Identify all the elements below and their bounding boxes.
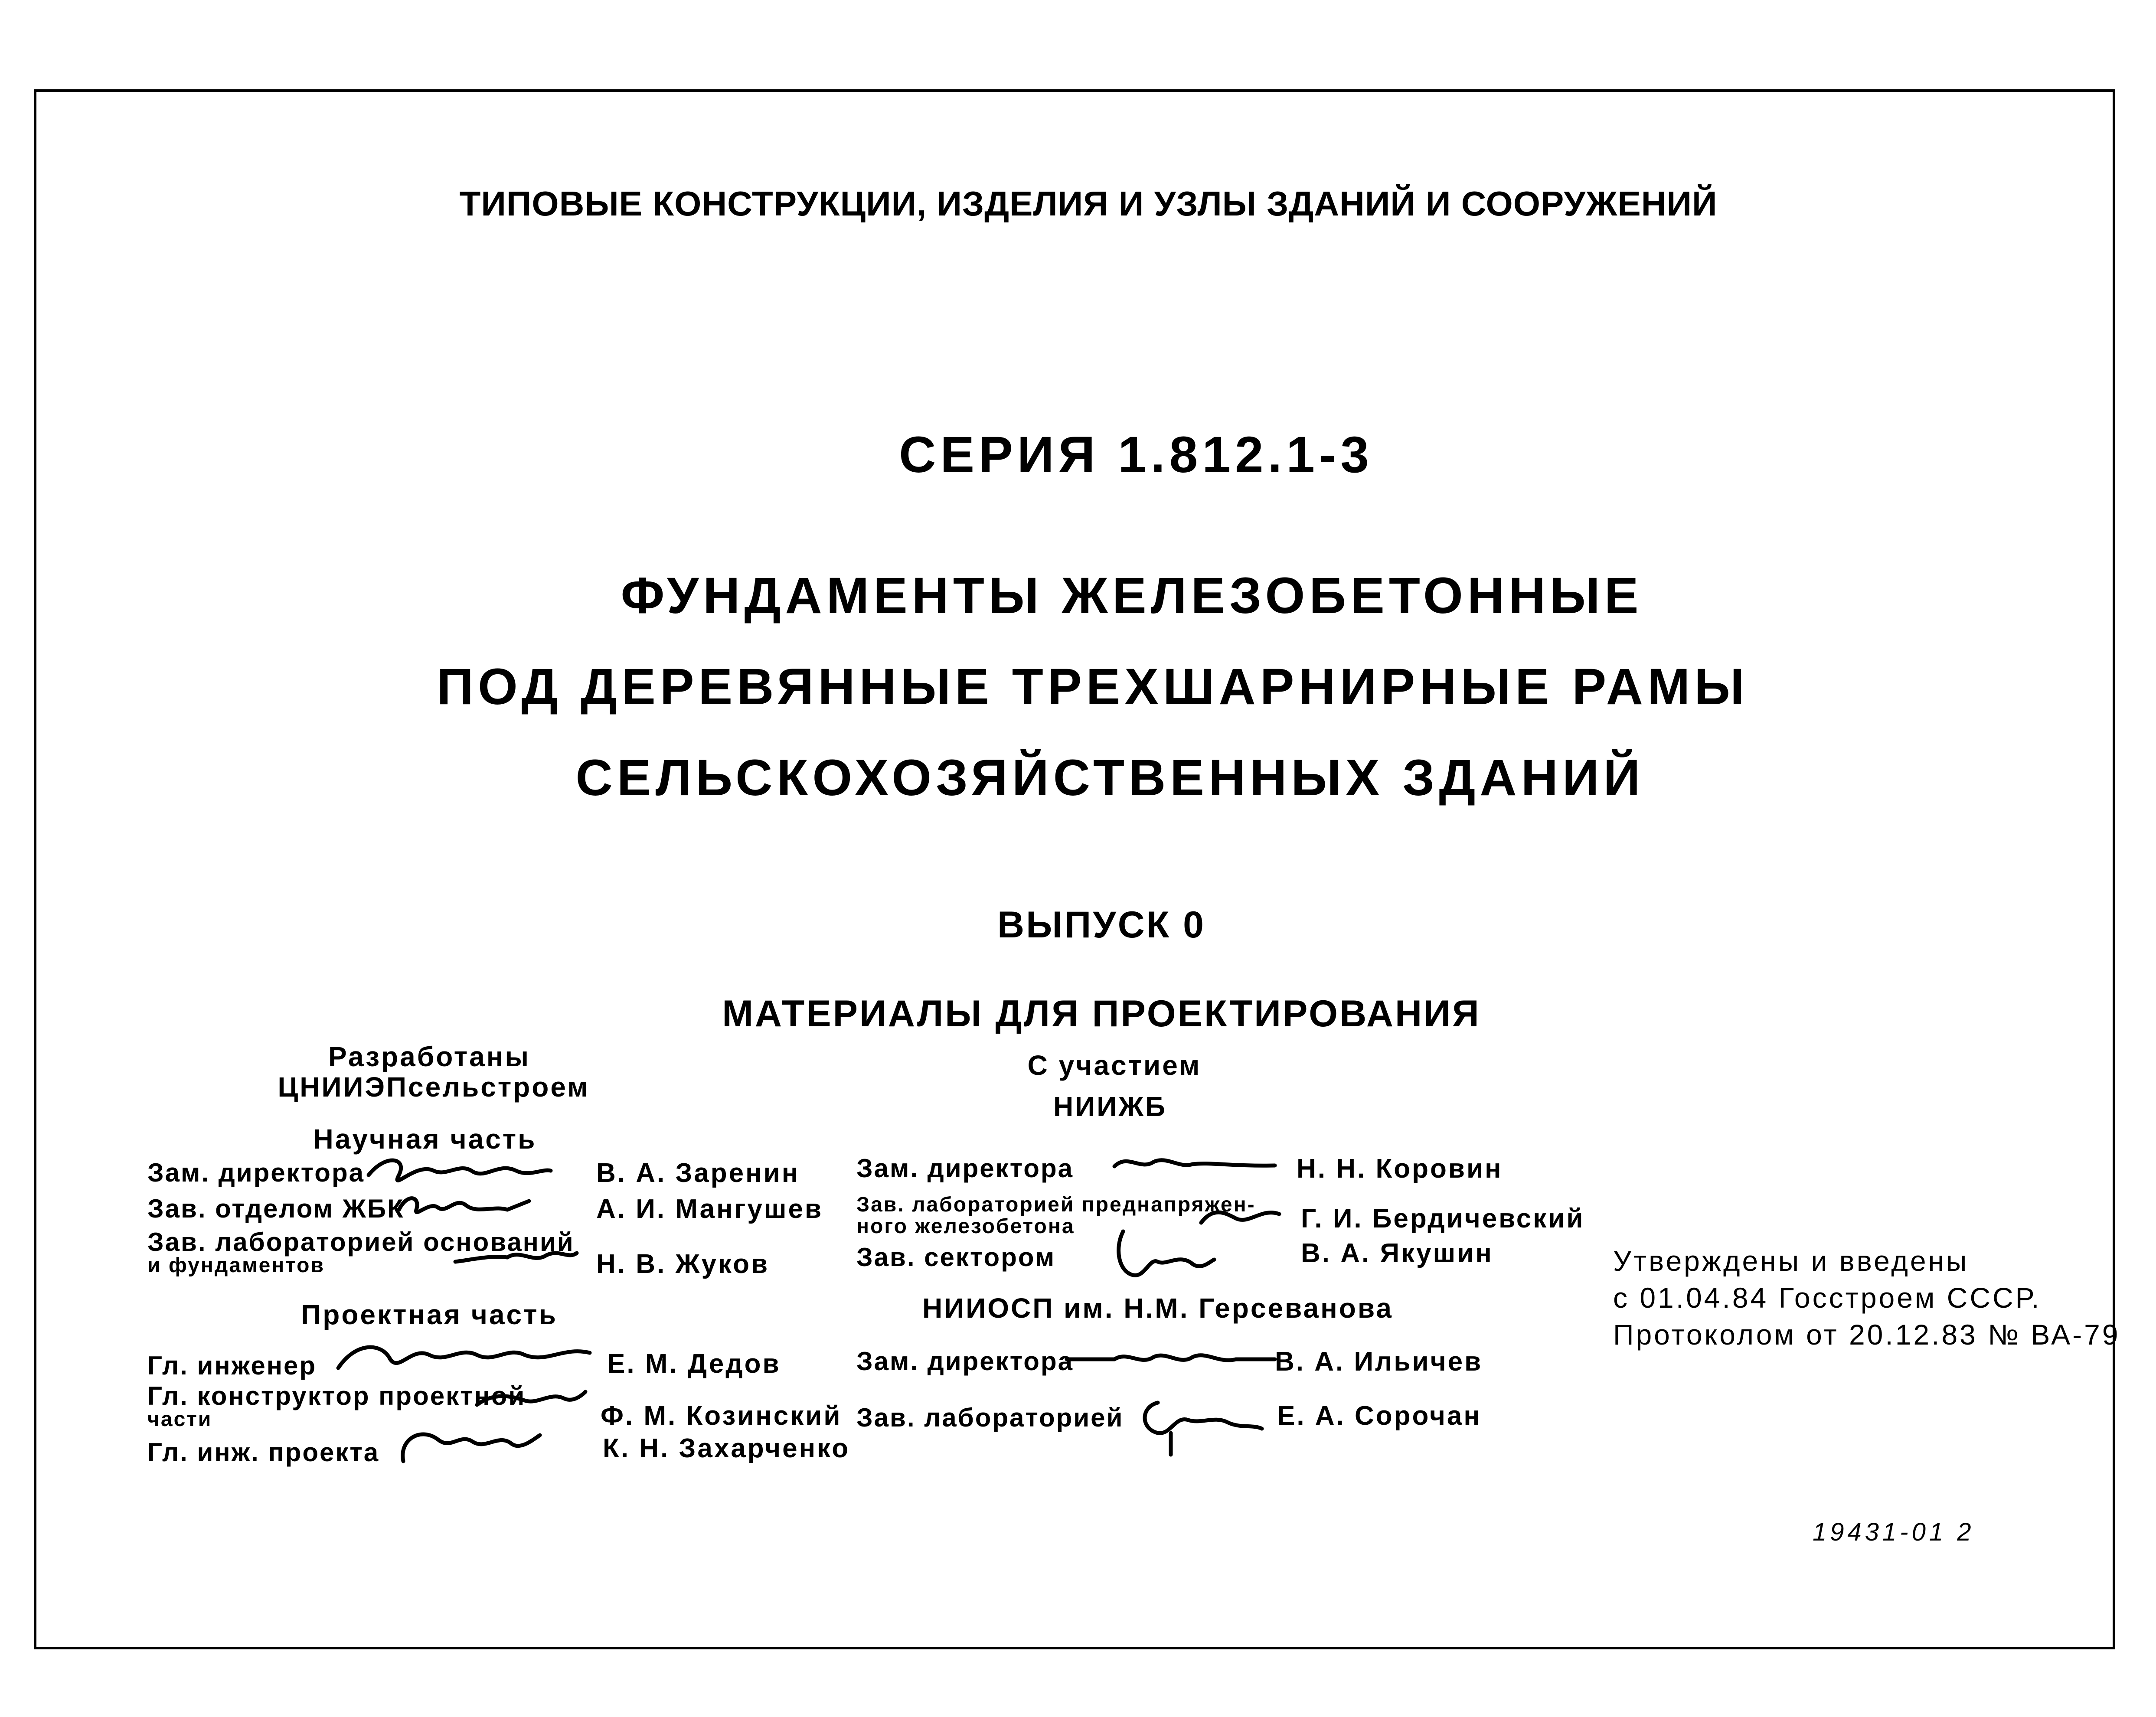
science-heading: Научная часть [313, 1123, 537, 1155]
niiosp-role-1: Зам. директора [856, 1347, 1074, 1376]
signature-zakharchenko [390, 1418, 546, 1474]
approval-line-3: Протоколом от 20.12.83 № ВА-79 [1613, 1319, 2120, 1351]
signature-yakushin [1106, 1223, 1218, 1288]
signature-kozinsky [468, 1379, 590, 1422]
design-role-1: Гл. инженер [147, 1351, 317, 1380]
niizhb-role-2: Зав. лабораторией преднапряжен- [856, 1193, 1256, 1216]
document-code: 19431-01 2 [1813, 1518, 1975, 1546]
title-line-2: ПОД ДЕРЕВЯННЫЕ ТРЕХШАРНИРНЫЕ РАМЫ [437, 658, 1749, 715]
niiosp-heading: НИИОСП им. Н.М. Герсеванова [922, 1293, 1393, 1324]
niiosp-role-2: Зав. лабораторией [856, 1403, 1124, 1432]
design-name-3: К. Н. Захарченко [603, 1433, 850, 1463]
signature-dedov [330, 1329, 598, 1385]
signature-sorochan [1132, 1385, 1271, 1459]
niizhb-role-3: Зав. сектором [856, 1243, 1056, 1272]
niizhb-name-3: В. А. Якушин [1301, 1238, 1493, 1268]
niizhb-role-1: Зам. директора [856, 1154, 1074, 1183]
design-role-3: Гл. инж. проекта [147, 1438, 380, 1467]
niiosp-name-2: Е. А. Сорочан [1277, 1401, 1482, 1431]
science-name-1: В. А. Заренин [596, 1158, 800, 1188]
science-role-3b: и фундаментов [147, 1254, 325, 1277]
design-role-2: Гл. конструктор проектной [147, 1381, 526, 1410]
design-name-2: Ф. М. Козинский [601, 1401, 842, 1431]
approval-line-2: с 01.04.84 Госстроем СССР. [1613, 1282, 2042, 1314]
science-role-3: Зав. лабораторией оснований [147, 1227, 575, 1257]
science-name-2: А. И. Мангушев [596, 1194, 823, 1224]
signature-zhukov [447, 1236, 585, 1279]
header-text: ТИПОВЫЕ КОНСТРУКЦИИ, ИЗДЕЛИЯ И УЗЛЫ ЗДАНИЙ И СООРУЖЕНИЙ [459, 184, 1718, 223]
signature-ilyichev [1062, 1340, 1279, 1379]
design-heading: Проектная часть [301, 1299, 558, 1330]
design-role-2b: части [147, 1408, 212, 1431]
science-role-1: Зам. директора [147, 1158, 365, 1187]
niizhb-name-1: Н. Н. Коровин [1297, 1154, 1503, 1184]
approval-line-1: Утверждены и введены [1613, 1245, 1969, 1277]
issue-number: ВЫПУСК 0 [997, 904, 1205, 946]
niizhb-name-2: Г. И. Бердичевский [1301, 1204, 1585, 1234]
developer-org: ЦНИИЭПсельстроем [278, 1071, 590, 1103]
subtitle: МАТЕРИАЛЫ ДЛЯ ПРОЕКТИРОВАНИЯ [722, 993, 1481, 1035]
niizhb-role-2b: ного железобетона [856, 1215, 1075, 1238]
series-number: СЕРИЯ 1.812.1-3 [899, 426, 1373, 483]
participation-line: С участием [1027, 1050, 1202, 1081]
title-line-1: ФУНДАМЕНТЫ ЖЕЛЕЗОБЕТОННЫЕ [621, 567, 1643, 624]
niiosp-name-1: В. А. Ильичев [1275, 1347, 1483, 1377]
signature-mangushev [390, 1184, 542, 1231]
science-name-3: Н. В. Жуков [596, 1249, 770, 1279]
science-role-2: Зав. отделом ЖБК [147, 1194, 405, 1223]
participation-org: НИИЖБ [1053, 1091, 1167, 1122]
signature-korovin [1106, 1145, 1288, 1184]
developer-line-1: Разработаны [328, 1041, 530, 1072]
title-line-3: СЕЛЬСКОХОЗЯЙСТВЕННЫХ ЗДАНИЙ [575, 749, 1645, 806]
design-name-1: Е. М. Дедов [607, 1349, 781, 1379]
